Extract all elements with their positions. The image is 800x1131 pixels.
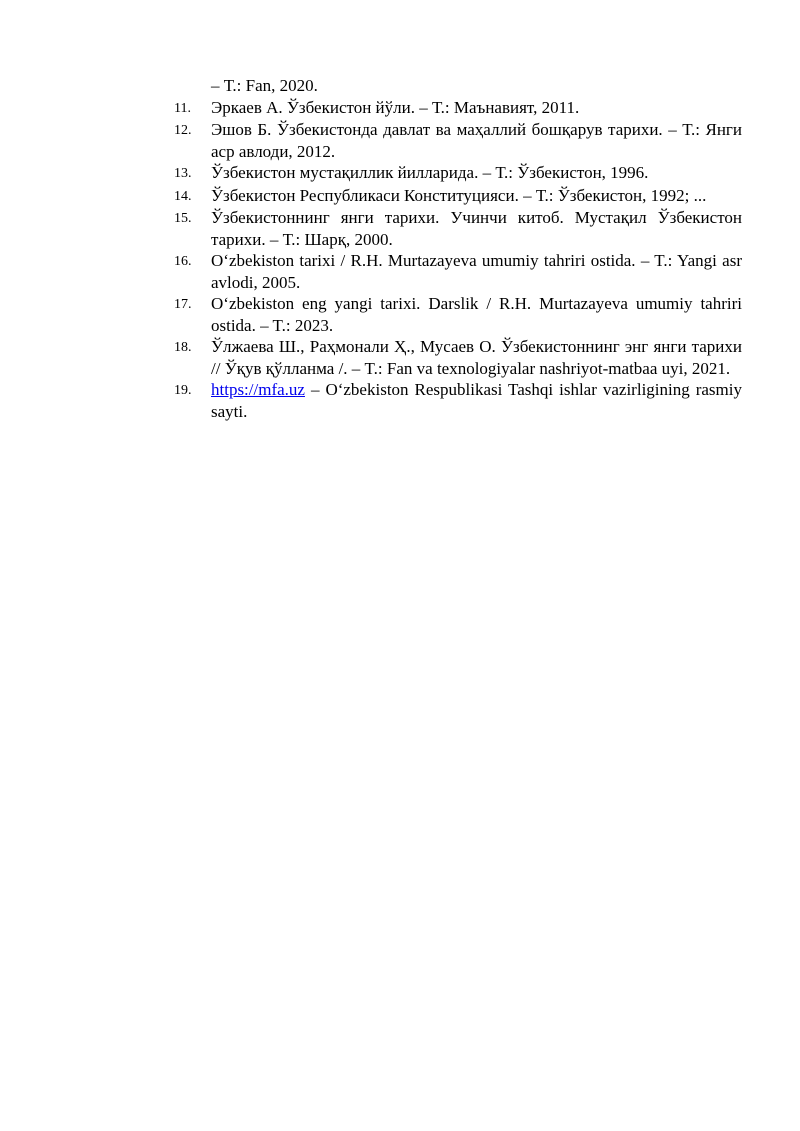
reference-number: 17. — [174, 297, 192, 312]
mfa-website-link[interactable]: https://mfa.uz — [211, 380, 305, 399]
reference-text — [211, 379, 742, 422]
reference-item-13 — [174, 162, 742, 185]
reference-number: 15. — [174, 211, 192, 226]
reference-number: 12. — [174, 123, 192, 138]
reference-text: Эркаев А. Ўзбекистон йўли. – Т.: Маънавият, 2011. — [211, 97, 580, 117]
reference-number: 11. — [174, 100, 191, 116]
reference-text: Ўзбекистон Республикаси Конституцияси. – Т.: Ўзбекистон, 1992; ... — [211, 185, 707, 205]
reference-text: Ўзбекистон мустақиллик йилларида. – Т.: Ўзбекистон, 1996. — [211, 163, 649, 182]
reference-text: O‘zbekiston eng yangi tarixi. Darslik / R.H. Murtazayeva umumiy tahriri ostida. – T.: 2023. — [211, 294, 742, 335]
reference-item-18 — [174, 336, 742, 379]
reference-text: – Т.: Fan, 2020. — [211, 76, 318, 95]
reference-item-11 — [174, 97, 742, 120]
reference-item-continued — [174, 75, 742, 97]
reference-text: Ўлжаева Ш., Раҳмонали Ҳ., Мусаев О. Ўзбекистоннинг энг янги тарихи // Ўқув қўлланма /. – T.: Fan va texnologiyalar nashriyot-matbaa uyi, 2021. — [211, 337, 742, 378]
reference-item-15 — [174, 207, 742, 250]
reference-number — [174, 75, 211, 76]
reference-number: 18. — [174, 340, 192, 355]
reference-number: 19. — [174, 383, 192, 398]
reference-link-description: – O‘zbekiston Respublikasi Tashqi ishlar vazirligining rasmiy sayti. — [211, 380, 742, 421]
reference-number: 14. — [174, 188, 192, 204]
reference-text: Ўзбекистоннинг янги тарихи. Учинчи китоб. Мустақил Ўзбекистон тарихи. – Т.: Шарқ, 2000. — [211, 208, 742, 249]
reference-text: O‘zbekiston tarixi / R.H. Murtazayeva umumiy tahriri ostida. – T.: Yangi asr avlodi, 2005. — [211, 251, 742, 292]
reference-item-12 — [174, 119, 742, 162]
reference-list — [174, 75, 742, 422]
reference-text: Эшов Б. Ўзбекистонда давлат ва маҳаллий бошқарув тарихи. – Т.: Янги аср авлоди, 2012. — [211, 120, 742, 161]
reference-item-16 — [174, 250, 742, 293]
reference-item-14 — [174, 185, 742, 208]
reference-number: 13. — [174, 166, 192, 181]
reference-number: 16. — [174, 254, 192, 269]
reference-item-17 — [174, 293, 742, 336]
reference-item-19 — [174, 379, 742, 422]
